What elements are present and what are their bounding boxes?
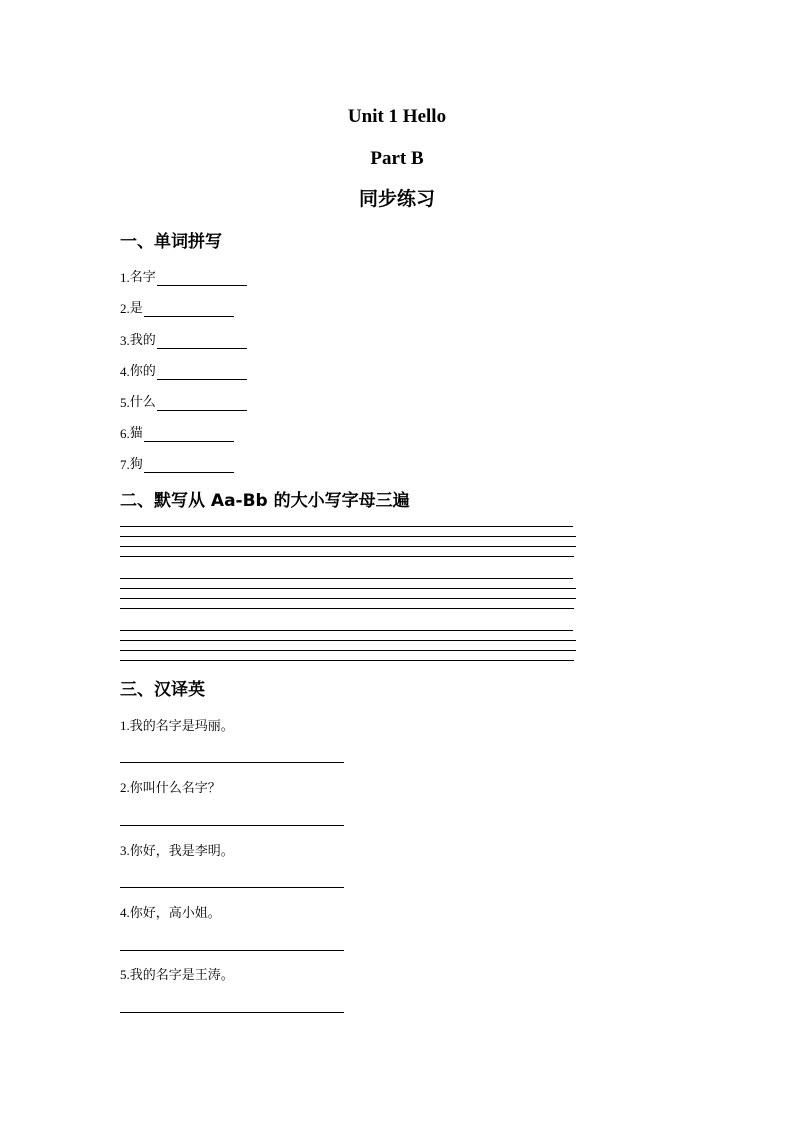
answer-blank[interactable] <box>157 271 247 286</box>
item-number: 2. <box>120 780 130 795</box>
answer-blank[interactable] <box>157 334 247 349</box>
translation-item <box>120 967 234 984</box>
item-prompt: 我的 <box>129 333 156 348</box>
unit-title: Unit 1 Hello <box>347 106 447 127</box>
translation-item <box>120 718 234 735</box>
spelling-item <box>120 395 247 411</box>
item-prompt: 猫 <box>129 426 143 441</box>
writing-line <box>120 578 573 579</box>
answer-blank[interactable] <box>144 458 234 473</box>
answer-blank[interactable] <box>157 365 247 380</box>
item-prompt: 你好，高小姐。 <box>129 906 221 921</box>
item-prompt: 你叫什么名字？ <box>129 781 221 796</box>
spelling-item <box>120 364 247 380</box>
item-prompt: 是 <box>129 301 143 316</box>
worksheet-subtitle: 同步练习 <box>358 189 435 210</box>
item-number: 5. <box>120 395 130 410</box>
item-number: 7. <box>120 457 130 472</box>
section-heading-dictation: 二、默写从 Aa-Bb 的大小写字母三遍 <box>120 491 410 511</box>
item-number: 5. <box>120 967 130 982</box>
answer-blank[interactable] <box>144 302 234 317</box>
writing-line <box>120 536 576 537</box>
item-number: 1. <box>120 270 130 285</box>
section-heading-translation: 三、汉译英 <box>120 680 205 700</box>
item-number: 2. <box>120 301 130 316</box>
writing-line <box>120 630 573 631</box>
section-heading-spelling: 一、单词拼写 <box>120 232 222 252</box>
item-number: 1. <box>120 718 130 733</box>
writing-line <box>120 588 576 589</box>
spelling-item <box>120 457 234 473</box>
spelling-item <box>120 426 234 442</box>
part-title: Part B <box>370 148 424 169</box>
item-number: 4. <box>120 905 130 920</box>
writing-line <box>120 608 574 609</box>
item-prompt: 名字 <box>129 270 156 285</box>
writing-line <box>120 660 574 661</box>
writing-line <box>120 556 574 557</box>
translation-answer-line[interactable] <box>120 950 344 951</box>
translation-item <box>120 780 221 797</box>
translation-item <box>120 905 221 922</box>
writing-line <box>120 650 576 651</box>
spelling-item <box>120 270 247 286</box>
writing-line <box>120 598 576 599</box>
writing-line <box>120 526 573 527</box>
translation-answer-line[interactable] <box>120 887 344 888</box>
answer-blank[interactable] <box>157 396 247 411</box>
translation-answer-line[interactable] <box>120 762 344 763</box>
translation-item <box>120 843 234 860</box>
item-prompt: 你的 <box>129 364 156 379</box>
item-prompt: 我的名字是王涛。 <box>129 968 234 983</box>
item-number: 3. <box>120 843 130 858</box>
writing-line <box>120 640 576 641</box>
translation-answer-line[interactable] <box>120 1012 344 1013</box>
item-prompt: 你好，我是李明。 <box>129 844 234 859</box>
answer-blank[interactable] <box>144 427 234 442</box>
item-number: 4. <box>120 364 130 379</box>
item-prompt: 我的名字是玛丽。 <box>129 719 234 734</box>
writing-line <box>120 546 576 547</box>
item-prompt: 狗 <box>129 457 143 472</box>
spelling-item <box>120 333 247 349</box>
item-number: 3. <box>120 333 130 348</box>
item-number: 6. <box>120 426 130 441</box>
item-prompt: 什么 <box>129 395 156 410</box>
translation-answer-line[interactable] <box>120 825 344 826</box>
spelling-item <box>120 301 234 317</box>
